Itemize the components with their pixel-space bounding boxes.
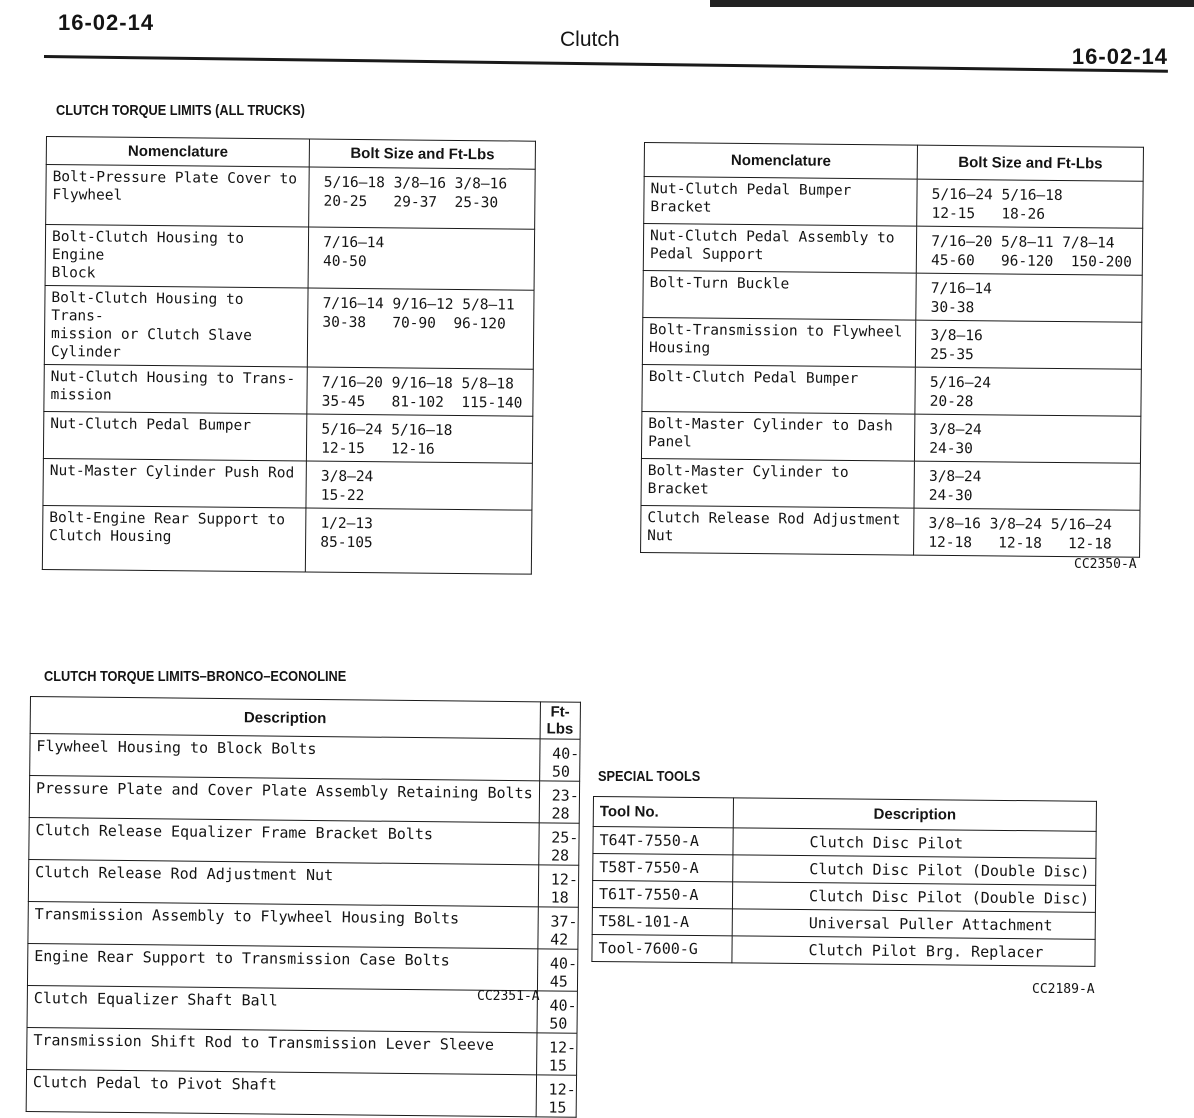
table-row (641, 458, 1140, 510)
ft-lbs-cell: 40-50 (539, 739, 580, 781)
bolt-size-cell: 7/16–14 30-38 (916, 273, 1142, 322)
special-tools-table (591, 796, 1097, 967)
nomenclature-cell: Nut-Clutch Pedal Bumper (43, 411, 307, 461)
table-row (28, 901, 578, 949)
ft-lbs-cell: 12-15 (536, 1075, 577, 1117)
ft-lbs-cell: 37-42 (538, 907, 579, 949)
nomenclature-cell: Nut-Master Cylinder Push Rod (43, 458, 307, 508)
bronco-torque-table (26, 696, 581, 1118)
bolt-size-cell: 5/16–18 3/8–16 3/8–16 20-25 29-37 25-30 (309, 167, 535, 229)
tool-number-cell: T58T-7550-A (593, 854, 733, 882)
nomenclature-cell: Nut-Clutch Pedal Assembly to Pedal Support (643, 224, 917, 274)
bolt-size-cell: 3/8–24 15-22 (306, 461, 532, 510)
nomenclature-cell: Clutch Release Rod Adjustment Nut (641, 505, 915, 555)
col-header-bolt-size: Bolt Size and Ft-Lbs (917, 145, 1143, 181)
scan-edge-bar (710, 0, 1194, 7)
figure-code: CC2189-A (1032, 982, 1095, 997)
section-title-bronco-econoline: CLUTCH TORQUE LIMITS–BRONCO–ECONOLINE (44, 668, 347, 685)
page-title: Clutch (560, 28, 620, 51)
figure-code: CC2350-A (1074, 557, 1137, 572)
table-row (642, 317, 1141, 369)
nomenclature-cell: Bolt-Turn Buckle (643, 270, 917, 320)
description-cell: Flywheel Housing to Block Bolts (30, 734, 540, 781)
table-row (29, 817, 579, 865)
bolt-size-cell: 7/16–14 40-50 (308, 227, 534, 290)
table-row (592, 934, 1095, 966)
ft-lbs-cell: 12-18 (538, 865, 579, 907)
description-cell: Clutch Release Equalizer Frame Bracket Bolts (29, 817, 539, 864)
bolt-size-cell: 5/16–24 5/16–18 12-15 18-26 (917, 179, 1143, 228)
tool-number-cell: T58L-101-A (592, 907, 732, 935)
table-row (641, 411, 1140, 463)
description-cell: Clutch Equalizer Shaft Ball (27, 985, 537, 1032)
table-row (46, 165, 536, 230)
col-header-ft-lbs: Ft-Lbs (540, 702, 580, 739)
bolt-size-cell: 3/8–24 24-30 (915, 414, 1141, 463)
col-header-description: Description (30, 697, 540, 739)
tool-number-cell: T61T-7550-A (592, 881, 732, 909)
table-row (26, 1069, 576, 1117)
bolt-size-cell: 5/16–24 20-28 (915, 367, 1141, 416)
nomenclature-cell: Bolt-Engine Rear Support to Clutch Housing (42, 505, 306, 572)
description-cell: Pressure Plate and Cover Plate Assembly Retaining Bolts (29, 776, 539, 823)
nomenclature-cell: Bolt-Master Cylinder to Bracket (641, 458, 915, 508)
bolt-size-cell: 7/16–20 5/8–11 7/8–14 45-60 96-120 150-200 (916, 226, 1142, 275)
tool-description-cell: Clutch Disc Pilot (Double Disc) (732, 882, 1095, 912)
table-row (30, 734, 580, 782)
table-row (44, 364, 533, 416)
table-row (644, 177, 1143, 229)
page-number-right: 16-02-14 (1071, 44, 1168, 69)
col-header-nomenclature: Nomenclature (644, 143, 918, 180)
col-header-bolt-size: Bolt Size and Ft-Lbs (309, 139, 535, 169)
torque-table-right (640, 142, 1144, 558)
ft-lbs-cell: 23-28 (539, 781, 580, 823)
table-row (27, 1027, 577, 1075)
ft-lbs-cell: 25-28 (538, 823, 579, 865)
tool-number-cell: T64T-7550-A (593, 827, 733, 855)
nomenclature-cell: Nut-Clutch Housing to Trans- mission (44, 364, 308, 414)
page-number-left: 16-02-14 (58, 10, 155, 35)
description-cell: Transmission Assembly to Flywheel Housing Bolts (28, 901, 538, 948)
table-row (643, 224, 1142, 276)
tool-description-cell: Clutch Disc Pilot (Double Disc) (733, 855, 1096, 885)
table-row (643, 270, 1142, 322)
section-title-all-trucks: CLUTCH TORQUE LIMITS (ALL TRUCKS) (56, 102, 305, 119)
bolt-size-cell: 3/8–24 24-30 (914, 461, 1140, 510)
table-row (27, 943, 577, 991)
bolt-size-cell: 7/16–14 9/16–12 5/8–11 30-38 70-90 96-120 (307, 288, 534, 369)
description-cell: Clutch Pedal to Pivot Shaft (26, 1069, 536, 1116)
description-cell: Transmission Shift Rod to Transmission Lever Sleeve (27, 1027, 537, 1074)
bolt-size-cell: 5/16–24 5/16–18 12-15 12-16 (307, 414, 533, 463)
nomenclature-cell: Bolt-Clutch Housing to Trans- mission or Clutch Slave Cylinder (44, 285, 308, 367)
table-row (28, 859, 578, 907)
nomenclature-cell: Bolt-Pressure Plate Cover to Flywheel (46, 165, 310, 228)
table-row (43, 458, 532, 510)
section-title-special-tools: SPECIAL TOOLS (598, 768, 701, 785)
bolt-size-cell: 3/8–16 3/8–24 5/16–24 12-18 12-18 12-18 (914, 508, 1140, 557)
table-row (29, 776, 579, 824)
table-row (45, 225, 535, 291)
nomenclature-cell: Bolt-Transmission to Flywheel Housing (642, 317, 916, 367)
table-row (42, 505, 532, 574)
table-row (44, 285, 534, 369)
col-header-nomenclature: Nomenclature (46, 137, 309, 168)
col-header-tool-no: Tool No. (593, 797, 733, 828)
tool-description-cell: Universal Puller Attachment (732, 909, 1095, 939)
col-header-description: Description (733, 798, 1096, 831)
table-row (642, 364, 1141, 416)
tool-description-cell: Clutch Disc Pilot (733, 828, 1096, 858)
figure-code: CC2351-A (477, 989, 540, 1004)
nomenclature-cell: Bolt-Clutch Housing to Engine Block (45, 225, 309, 289)
ft-lbs-cell: 12-15 (536, 1033, 577, 1075)
table-row (641, 505, 1140, 557)
bolt-size-cell: 3/8–16 25-35 (916, 320, 1142, 369)
description-cell: Clutch Release Rod Adjustment Nut (28, 859, 538, 906)
ft-lbs-cell: 40-45 (537, 949, 578, 991)
bolt-size-cell: 7/16–20 9/16–18 5/8–18 35-45 81-102 115-140 (307, 367, 533, 416)
nomenclature-cell: Bolt-Master Cylinder to Dash Panel (641, 411, 915, 461)
bolt-size-cell: 1/2–13 85-105 (306, 508, 532, 574)
tool-description-cell: Clutch Pilot Brg. Replacer (732, 936, 1095, 966)
nomenclature-cell: Bolt-Clutch Pedal Bumper (642, 364, 916, 414)
description-cell: Engine Rear Support to Transmission Case Bolts (27, 943, 537, 990)
tool-number-cell: Tool-7600-G (592, 934, 732, 962)
nomenclature-cell: Nut-Clutch Pedal Bumper Bracket (644, 177, 918, 227)
header-rule (44, 55, 1168, 73)
ft-lbs-cell: 40-50 (537, 991, 578, 1033)
table-row (43, 411, 532, 463)
torque-table-left (42, 136, 536, 575)
